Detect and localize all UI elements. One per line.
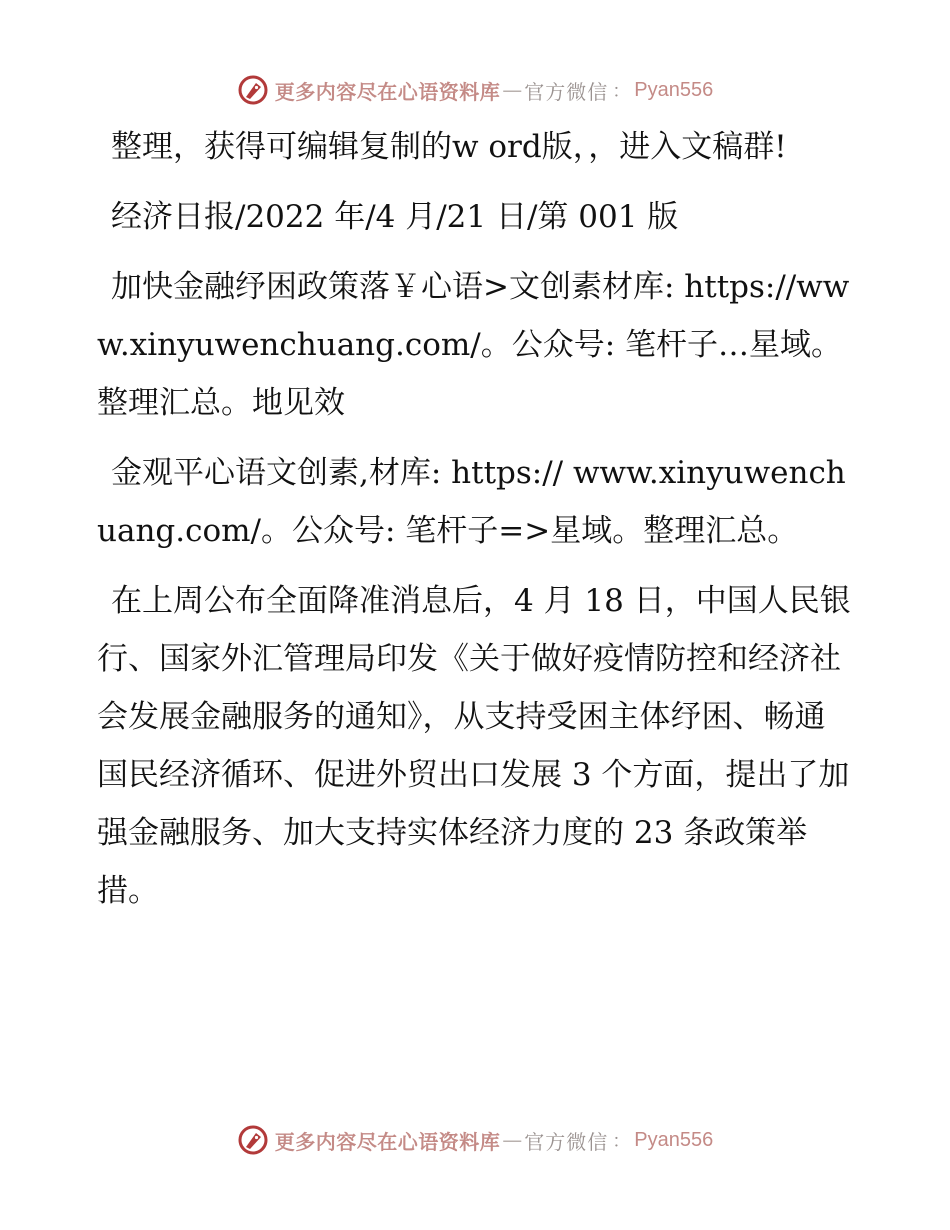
pen-nib-logo-icon: [237, 1124, 269, 1156]
paragraph-author-text: 金观平心语文创素,材库: https:// www.xinyuwenchuang.com/。公众号: 笔杆子=>星域。整理汇总。: [97, 455, 846, 549]
paragraph-source-text: 经济日报/2022 年/4 月/21 日/第 001 版: [111, 199, 679, 235]
banner-colon: ：: [612, 81, 631, 102]
banner-main-text: 更多内容尽在心语资料库: [274, 79, 501, 104]
paragraph-source: [97, 188, 852, 246]
banner-wechat-label: 官方微信: [524, 79, 609, 104]
paragraph-body: [97, 572, 852, 920]
paragraph-headline: [97, 258, 852, 432]
paragraph-intro-text: 整理，获得可编辑复制的w ord版，，进入文稿群!: [111, 129, 787, 165]
footer-banner: [0, 1120, 950, 1160]
banner-wechat-id: Pyan556: [634, 1128, 714, 1151]
banner-main-text: 更多内容尽在心语资料库: [274, 1129, 501, 1154]
banner-separator: —: [502, 78, 523, 102]
banner-wechat-label: 官方微信: [524, 1129, 609, 1154]
banner-wechat-id: Pyan556: [634, 78, 714, 101]
paragraph-headline-text: 加快金融纾困政策落￥心语>文创素材库: https://www.xinyuwenchuang.com/。公众号: 笔杆子…星域。整理汇总。地见效: [97, 269, 850, 421]
banner-colon: ：: [612, 1131, 631, 1152]
pen-nib-logo-icon: [237, 74, 269, 106]
banner-separator: —: [502, 1128, 523, 1152]
paragraph-intro: [97, 118, 852, 176]
document-body: [97, 118, 852, 932]
header-banner: [0, 70, 950, 110]
paragraph-body-text: 在上周公布全面降准消息后，4 月 18 日，中国人民银行、国家外汇管理局印发《关于做好疫情防控和经济社会发展金融服务的通知》，从支持受困主体纾困、畅通国民经济循环、促进外贸出口发展 3 个方面，提出了加强金融服务、加大支持实体经济力度的 23 条政策举措。: [97, 583, 851, 909]
paragraph-author: [97, 444, 852, 560]
